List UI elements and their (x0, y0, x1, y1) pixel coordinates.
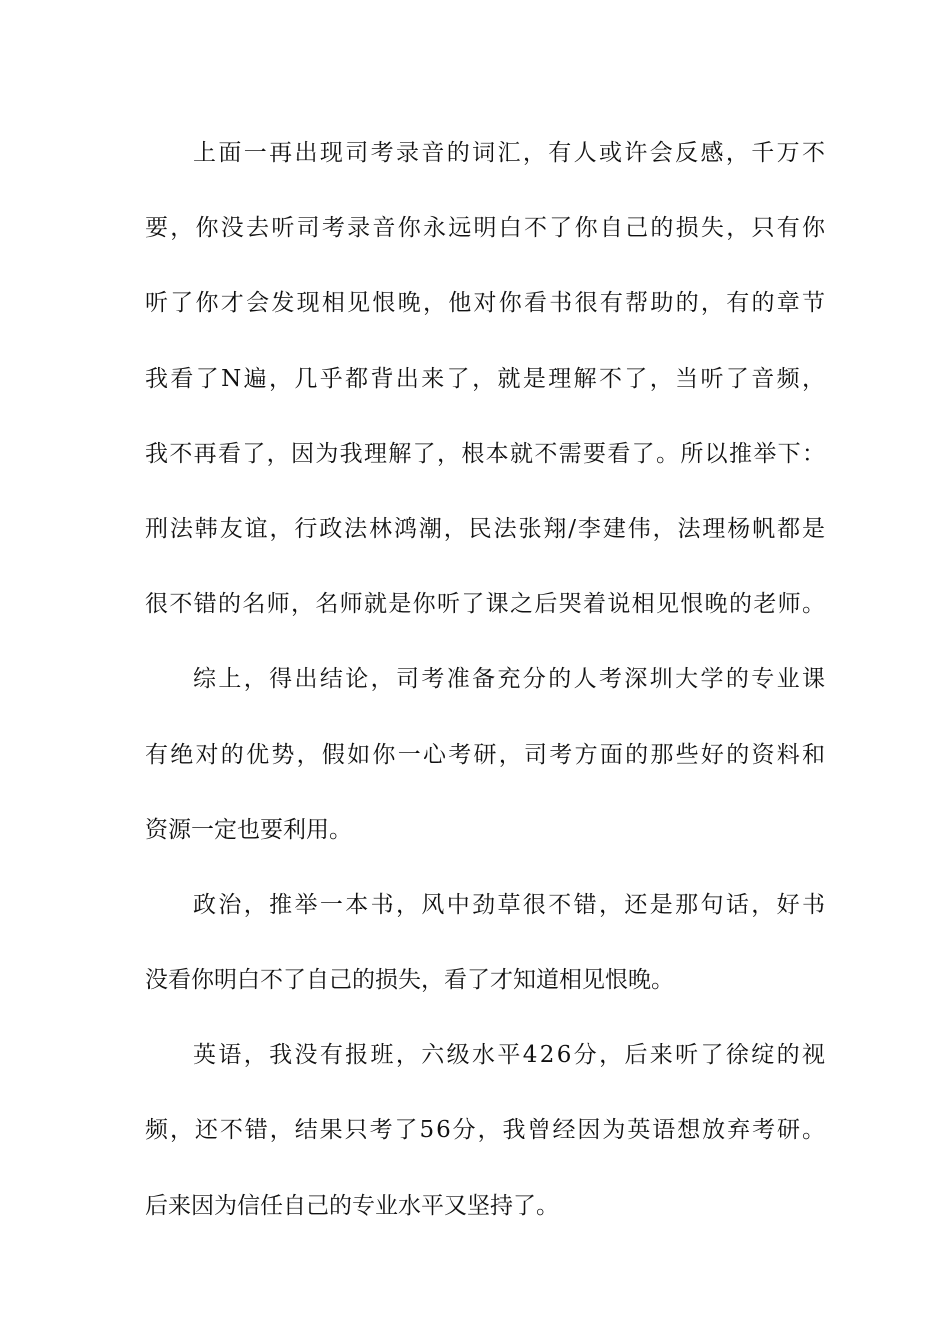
text-line: 要，你没去听司考录音你永远明白不了你自己的损失，只有你 (145, 215, 828, 242)
text-line: 后来因为信任自己的专业水平又坚持了。 (145, 1192, 559, 1219)
text-line: 很不错的名师，名师就是你听了课之后哭着说相见恨晚的老师。 (145, 591, 827, 618)
document-body (145, 130, 828, 1258)
text-line: 频，还不错，结果只考了56分，我曾经因为英语想放弃考研。 (145, 1117, 827, 1144)
text-line: 英语，我没有报班，六级水平426分，后来听了徐绽的视 (193, 1042, 828, 1069)
text-line: 没看你明白不了自己的损失，看了才知道相见恨晚。 (145, 967, 674, 994)
text-line: 综上，得出结论，司考准备充分的人考深圳大学的专业课 (193, 666, 828, 693)
text-line: 上面一再出现司考录音的词汇，有人或许会反感，千万不 (193, 140, 828, 166)
text-line: 有绝对的优势，假如你一心考研，司考方面的那些好的资料和 (145, 741, 828, 768)
text-line: 我不再看了，因为我理解了，根本就不需要看了。所以推举下： (145, 440, 827, 467)
text-line: 资源一定也要利用。 (145, 816, 352, 843)
text-line: 刑法韩友谊，行政法林鸿潮，民法张翔/李建伟，法理杨帆都是 (145, 515, 827, 542)
text-line: 我看了N遍，几乎都背出来了，就是理解不了，当听了音频， (145, 365, 828, 392)
text-line: 听了你才会发现相见恨晚，他对你看书很有帮助的，有的章节 (145, 290, 828, 317)
text-line: 政治，推举一本书，风中劲草很不错，还是那句话，好书 (193, 891, 828, 918)
